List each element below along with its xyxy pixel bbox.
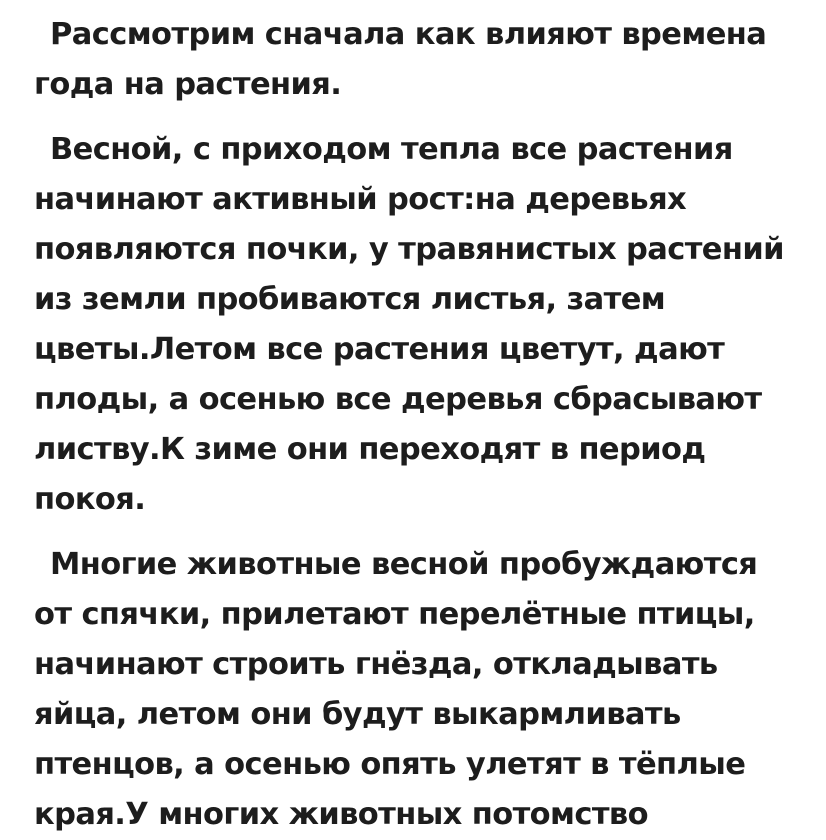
text-line: появляются почки, у травянистых растений	[34, 232, 784, 267]
text-line: начинают активный рост:на деревьях	[34, 182, 687, 217]
text-line: из земли пробиваются листья, затем	[34, 282, 666, 317]
text-line: начинают строить гнёзда, откладывать	[34, 647, 718, 682]
text-line: Многие животные весной пробуждаются	[50, 547, 758, 582]
text-line: Весной, с приходом тепла все растения	[50, 132, 733, 167]
text-line: листву.К зиме они переходят в период	[34, 432, 706, 467]
text-line: от спячки, прилетают перелётные птицы,	[34, 597, 755, 632]
text-line: цветы.Летом все растения цветут, дают	[34, 332, 725, 367]
text-line: покоя.	[34, 482, 146, 517]
text-line: края.У многих животных потомство	[34, 797, 648, 832]
text-line: плоды, а осенью все деревья сбрасывают	[34, 382, 762, 417]
text-line: яйца, летом они будут выкармливать	[34, 697, 681, 732]
text-line: птенцов, а осенью опять улетят в тёплые	[34, 747, 746, 782]
text-line: года на растения.	[34, 67, 342, 102]
paragraph-animals	[34, 540, 814, 840]
paragraph-seasons-intro	[34, 10, 814, 110]
paragraph-plants	[34, 125, 814, 525]
text-line: Рассмотрим сначала как влияют времена	[50, 17, 767, 52]
